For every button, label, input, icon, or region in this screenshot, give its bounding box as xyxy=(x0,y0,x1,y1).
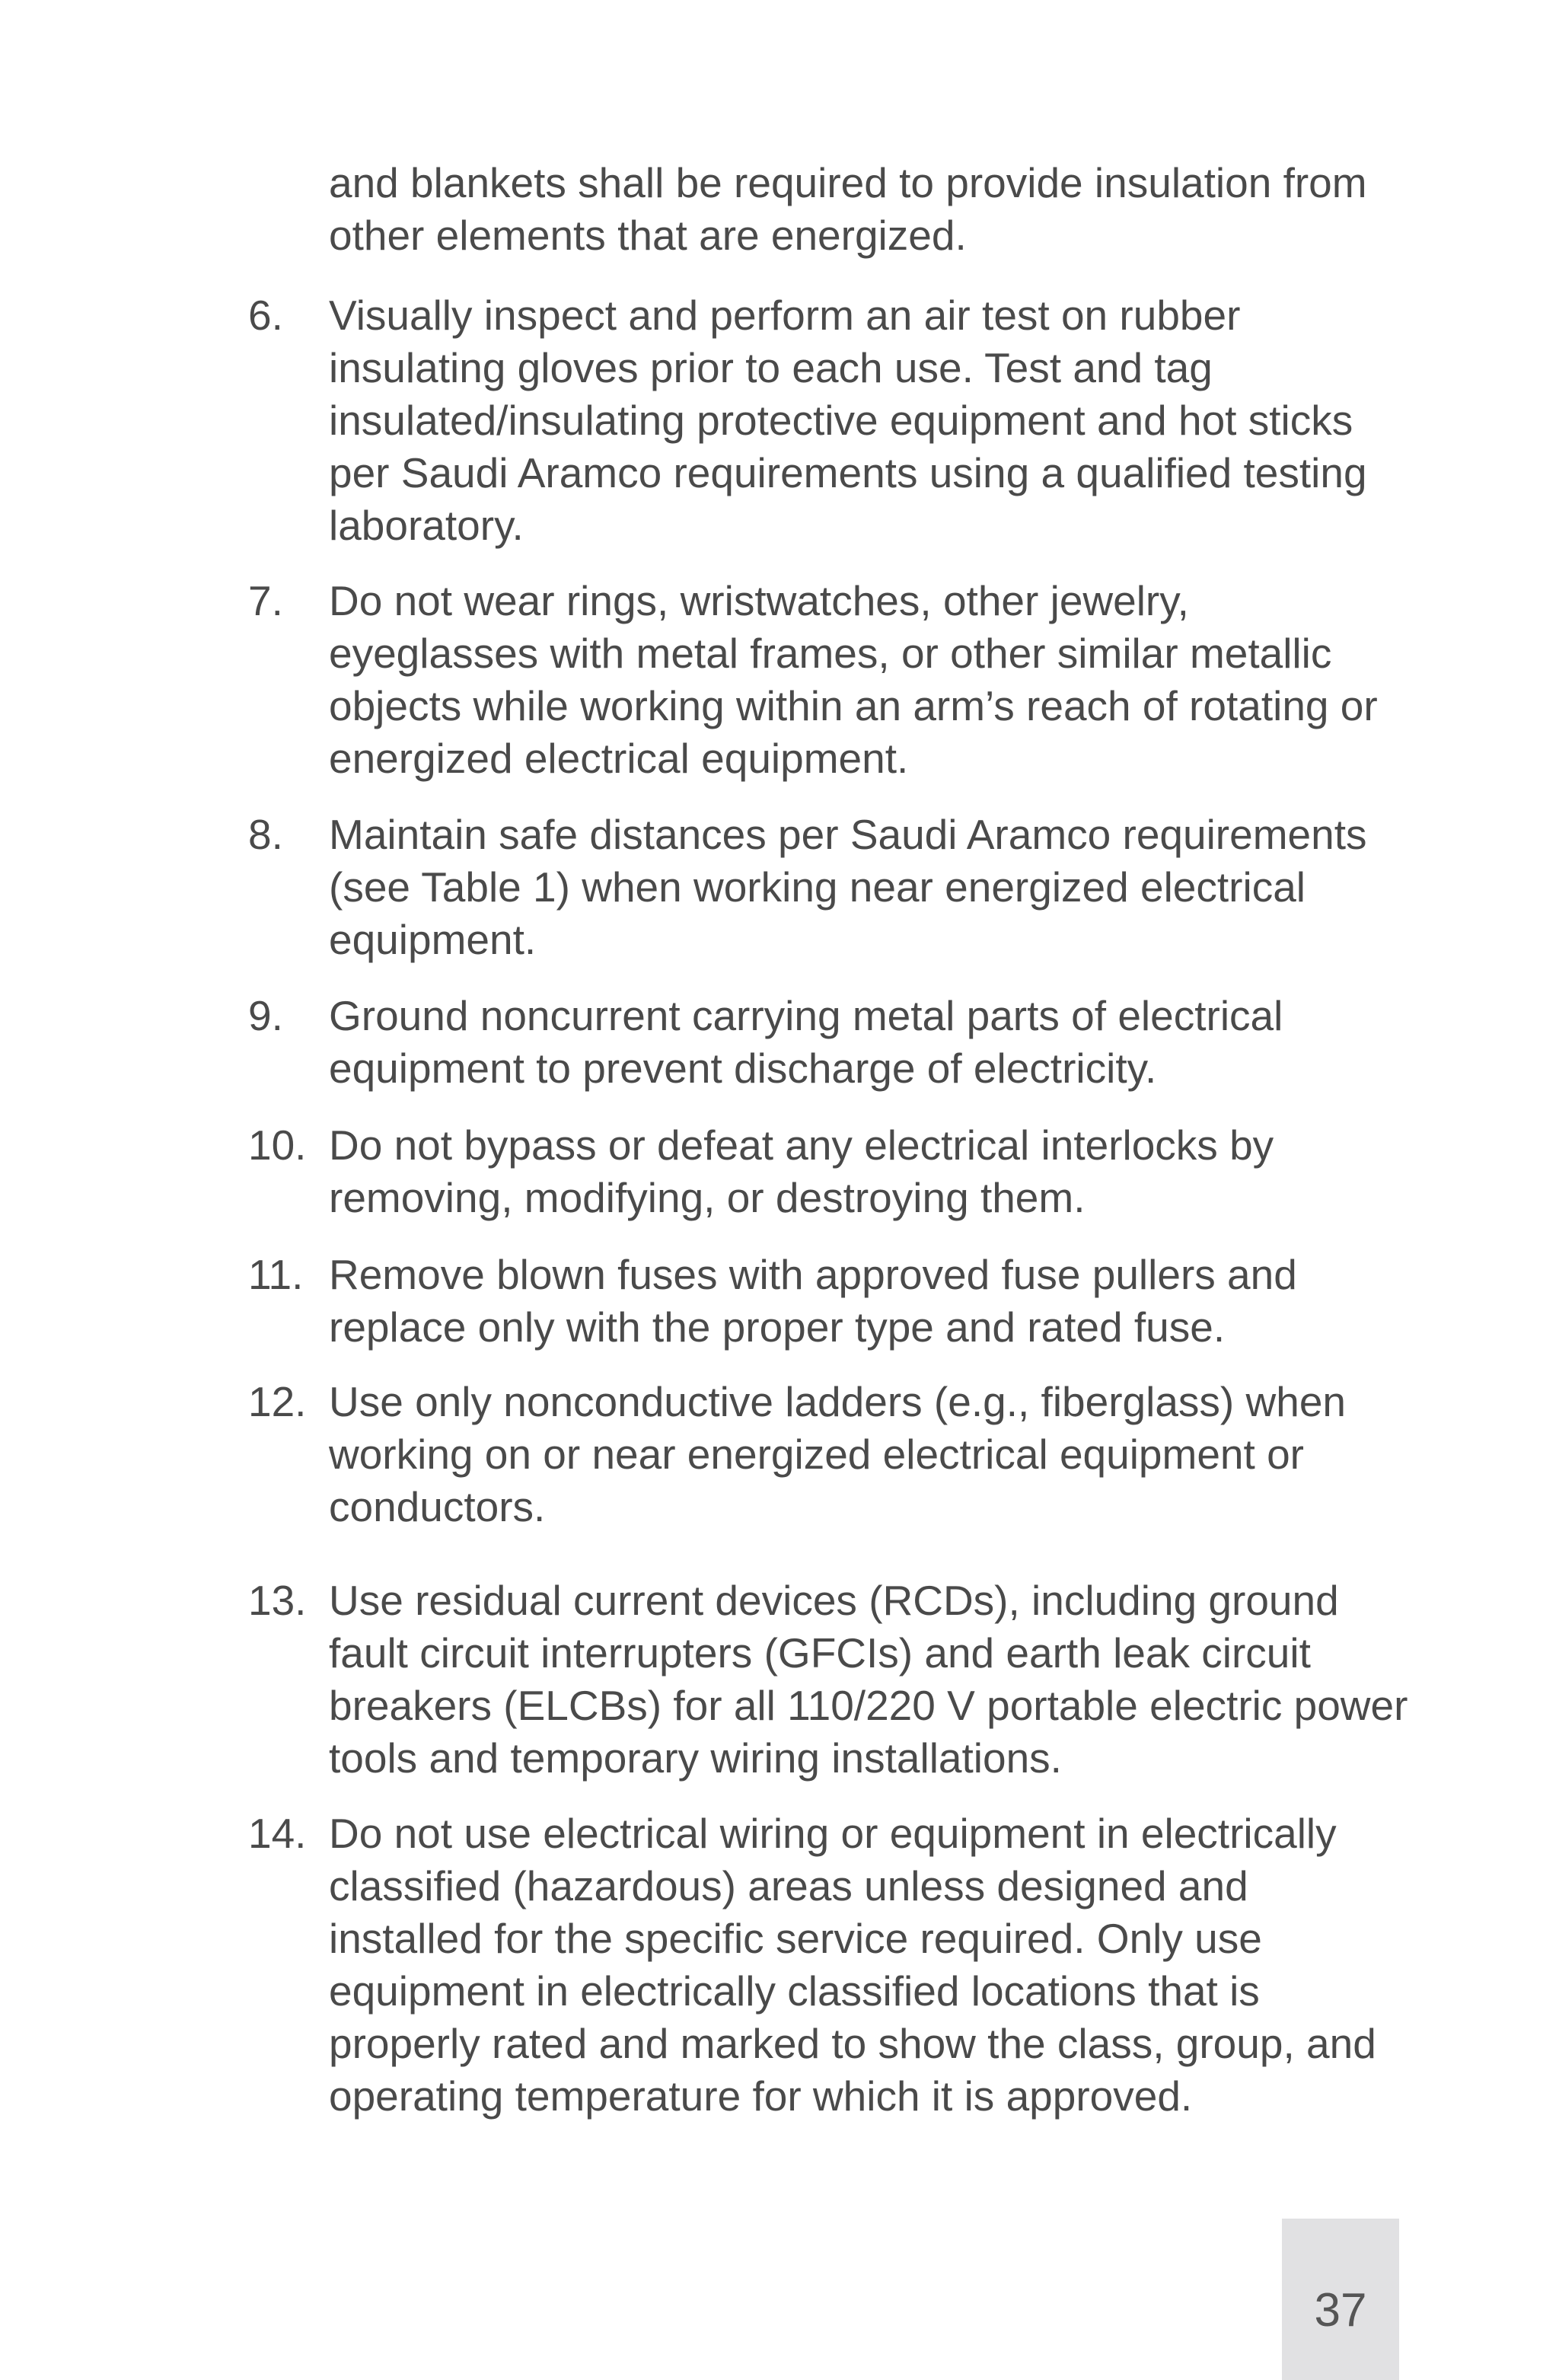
list-item-number: 11. xyxy=(248,1251,304,1298)
list-item-text: Remove blown fuses with approved fuse pullers and replace only with the proper type and rated fuse. xyxy=(329,1251,1297,1351)
list-item-text: Maintain safe distances per Saudi Aramco requirements (see Table 1) when working near energized electrical equipment. xyxy=(329,811,1367,963)
list-item-number: 8. xyxy=(248,811,283,858)
list-item-text: Do not use electrical wiring or equipment in electrically classified (hazardous) areas unless designed and installed for the specific service required. Only use equipment in electrically classified locations that is properly rated and marked to show the class, group, and operating temperature for which it is approved. xyxy=(329,1810,1376,2120)
list-item-number: 6. xyxy=(248,292,283,339)
list-item-number: 9. xyxy=(248,992,283,1039)
list-item-number: 12. xyxy=(248,1378,307,1425)
list-item-text: Use residual current devices (RCDs), including ground fault circuit interrupters (GFCIs) and earth leak circuit breakers (ELCBs) for all 110/220 V portable electric power tools and temporary wiring installations. xyxy=(329,1577,1408,1782)
list-item-text: Use only nonconductive ladders (e.g., fiberglass) when working on or near energized electrical equipment or conductors. xyxy=(329,1378,1347,1530)
list-item-number: 14. xyxy=(248,1810,307,1857)
page-number-tab xyxy=(1282,2219,1399,2380)
list-item-text: Do not wear rings, wristwatches, other jewelry, eyeglasses with metal frames, or other similar metallic objects while working within an arm’s reach of rotating or energized electrical equipment. xyxy=(329,577,1378,782)
list-item-number: 7. xyxy=(248,577,283,624)
list-item-text: Visually inspect and perform an air test on rubber insulating gloves prior to each use. Test and tag insulated/insulating protective equipment and hot sticks per Saudi Aramco requirements using a qualified testing laboratory. xyxy=(329,292,1367,549)
continuation-paragraph: and blankets shall be required to provide insulation from other elements that are energized. xyxy=(329,159,1367,259)
list-item-text: Do not bypass or defeat any electrical interlocks by removing, modifying, or destroying them. xyxy=(329,1121,1274,1221)
list-item-number: 10. xyxy=(248,1121,307,1169)
list-item-number: 13. xyxy=(248,1577,307,1624)
list-item-text: Ground noncurrent carrying metal parts of electrical equipment to prevent discharge of electricity. xyxy=(329,992,1283,1092)
page-number: 37 xyxy=(1314,2284,1367,2337)
